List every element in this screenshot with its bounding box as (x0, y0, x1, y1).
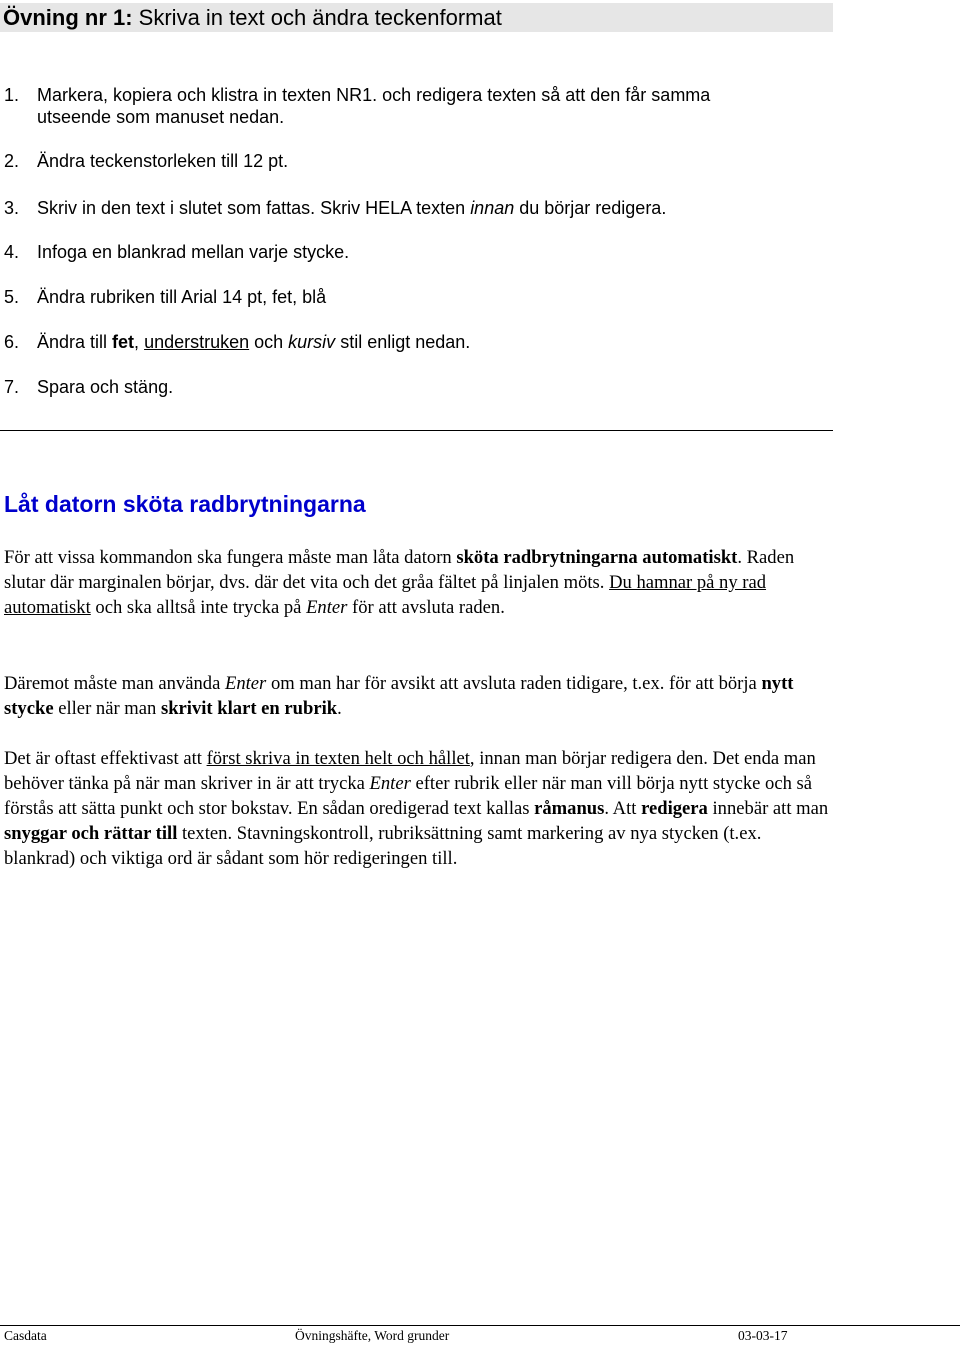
text-run: stil enligt nedan. (335, 332, 471, 352)
instruction-text (37, 84, 817, 128)
instruction-text: Ändra teckenstorleken till 12 pt. (37, 151, 289, 171)
bold-run: skrivit klart en rubrik (160, 698, 338, 719)
underline-run: understruken (144, 332, 250, 352)
instruction-item-1 (4, 84, 824, 128)
bold-run: redigera (641, 798, 708, 819)
italic-run: kursiv (288, 332, 336, 352)
text-run: om man har för avsikt att avsluta raden tidigare, t.ex. för att börja (266, 673, 762, 694)
footer-right: 03-03-17 (738, 1328, 788, 1343)
section-divider (0, 430, 833, 431)
text-run: för att avsluta raden. (347, 597, 505, 618)
instruction-number: 7. (4, 377, 20, 397)
instruction-number: 6. (4, 332, 20, 352)
text-run: och ska alltså inte trycka på (90, 597, 307, 618)
footer-left: Casdata (4, 1328, 47, 1343)
section-heading: Låt datorn sköta radbrytningarna (4, 491, 366, 517)
text-run: Det är oftast effektivast att (4, 748, 207, 769)
instruction-number: 1. (4, 85, 20, 105)
page-title (0, 3, 833, 32)
text-run: . Att (604, 798, 642, 819)
instruction-text (37, 331, 817, 353)
italic-run: Enter (224, 673, 267, 694)
bold-run: sköta radbrytningarna automatiskt (456, 547, 738, 568)
text-run: eller när man (53, 698, 161, 719)
italic-run: innan (470, 198, 515, 218)
text-run: Ändra till (37, 332, 113, 352)
italic-run: Enter (369, 773, 411, 794)
instruction-text (37, 197, 817, 219)
text-run: innebär att man (707, 798, 829, 819)
bold-run: råmanus (534, 798, 605, 819)
instruction-line: Markera, kopiera och klistra in texten NR1. och redigera texten så att den får samma (37, 85, 711, 105)
footer-divider (0, 1325, 960, 1326)
paragraph-2 (4, 671, 829, 721)
text-run: Skriv in den text i slutet som fattas. Skriv HELA texten (37, 198, 471, 218)
title-rest: Skriva in text och ändra teckenformat (132, 5, 502, 30)
instruction-number: 5. (4, 287, 20, 307)
instruction-text: Spara och stäng. (37, 377, 174, 397)
text-run: För att vissa kommandon ska fungera måste man låta datorn (4, 547, 457, 568)
text-run: , innan man börjar redigera den. Det enda man behöver tänka på när man skriver in är att trycka (4, 748, 816, 794)
text-run: , (134, 332, 145, 352)
underline-run: först skriva in texten helt och hållet (206, 748, 470, 769)
footer-center: Övningshäfte, Word grunder (295, 1328, 450, 1343)
text-run: efter rubrik eller när man vill börja nytt stycke och så förstås att sätta punkt och stor bokstav. En sådan oredigerad text kallas (4, 773, 813, 819)
text-run: . (337, 698, 342, 719)
title-lead: Övning nr 1: (3, 5, 133, 30)
bold-run: nytt stycke (4, 673, 794, 719)
text-run: och (249, 332, 289, 352)
instruction-number: 4. (4, 242, 20, 262)
bold-run: fet (112, 332, 135, 352)
text-run: du börjar redigera. (514, 198, 667, 218)
bold-run: snyggar och rättar till (4, 823, 178, 844)
paragraph-1 (4, 545, 829, 620)
instruction-line: utseende som manuset nedan. (37, 107, 285, 127)
text-run: Däremot måste man använda (4, 673, 225, 694)
instruction-number: 2. (4, 151, 20, 171)
underline-run: Du hamnar på ny rad automatiskt (4, 572, 767, 618)
text-run: texten. Stavningskontroll, rubriksättning samt markering av nya stycken (t.ex. blankrad) och viktiga ord är sådant som hör redigeringen till. (4, 823, 762, 869)
italic-run: Enter (306, 597, 348, 618)
instruction-text: Ändra rubriken till Arial 14 pt, fet, blå (37, 287, 327, 307)
text-run: . Raden slutar där marginalen börjar, dvs. där det vita och det gråa fältet på linjalen möts. (4, 547, 795, 593)
instruction-number: 3. (4, 198, 20, 218)
instruction-text: Infoga en blankrad mellan varje stycke. (37, 242, 350, 262)
paragraph-3 (4, 746, 829, 871)
